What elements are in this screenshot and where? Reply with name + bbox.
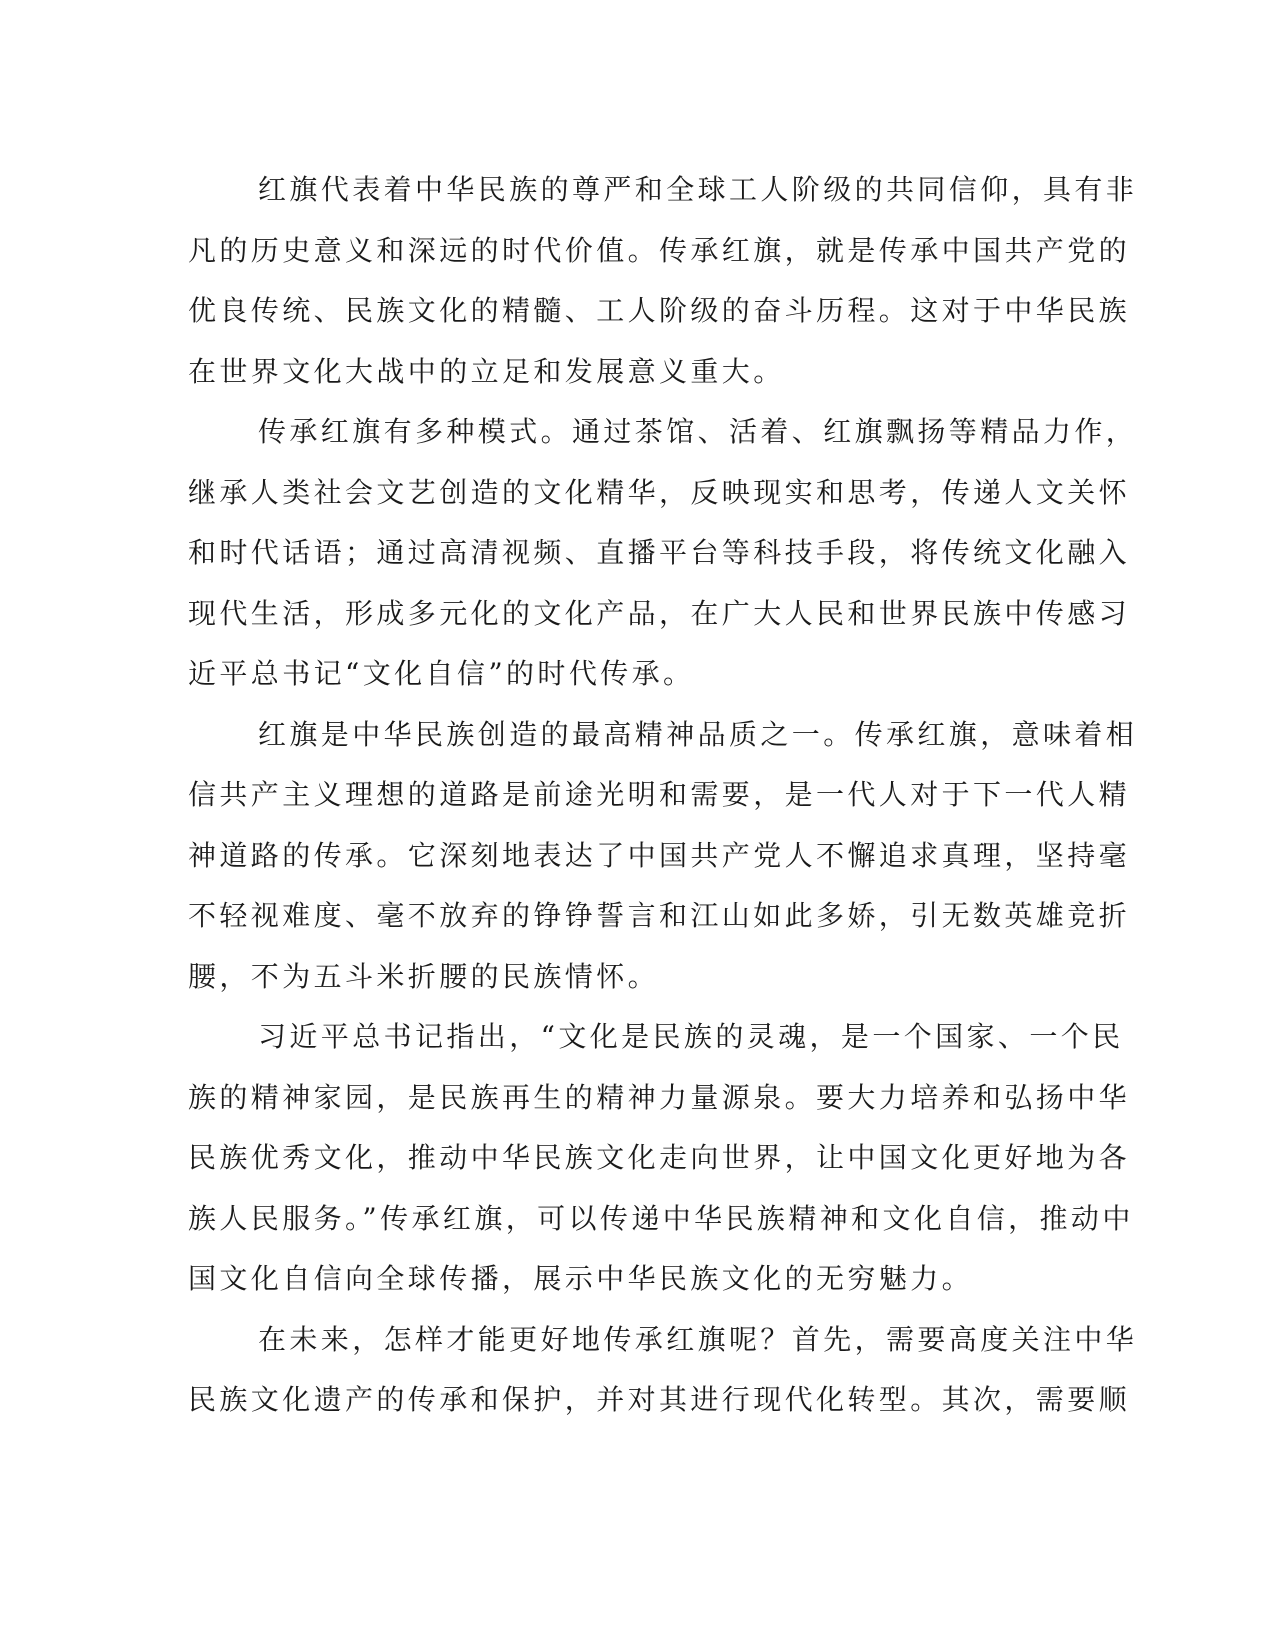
paragraph-line: 腰，不为五斗米折腰的民族情怀。 (188, 959, 660, 993)
paragraph-line: 继承人类社会文艺创造的文化精华，反映现实和思考，传递人文关怀 (188, 475, 1131, 509)
paragraph-line: 和时代话语；通过高清视频、直播平台等科技手段，将传统文化融入 (188, 536, 1131, 569)
paragraph-line: 现代生活，形成多元化的文化产品，在广大人民和世界民族中传感习 (188, 596, 1131, 630)
paragraph-line: 在未来，怎样才能更好地传承红旗呢？首先，需要高度关注中华 (258, 1322, 1138, 1356)
paragraph-line: 在世界文化大战中的立足和发展意义重大。 (188, 354, 785, 388)
paragraph-line: 族的精神家园，是民族再生的精神力量源泉。要大力培养和弘扬中华 (188, 1080, 1131, 1114)
paragraph-line: 神道路的传承。它深刻地表达了中国共产党人不懈追求真理，坚持毫 (188, 838, 1131, 872)
paragraph-line: 国文化自信向全球传播，展示中华民族文化的无穷魅力。 (188, 1262, 974, 1295)
document-body (188, 160, 1138, 1431)
paragraph-line: 红旗是中华民族创造的最高精神品质之一。传承红旗，意味着相 (258, 717, 1138, 751)
paragraph-line: 信共产主义理想的道路是前途光明和需要，是一代人对于下一代人精 (188, 778, 1131, 811)
paragraph-line: 习近平总书记指出，“文化是民族的灵魂，是一个国家、一个民 (258, 1020, 1124, 1053)
paragraph-line: 民族文化遗产的传承和保护，并对其进行现代化转型。其次，需要顺 (188, 1383, 1131, 1416)
paragraph-line: 凡的历史意义和深远的时代价值。传承红旗，就是传承中国共产党的 (188, 233, 1131, 267)
paragraph-line: 优良传统、民族文化的精髓、工人阶级的奋斗历程。这对于中华民族 (188, 294, 1131, 327)
paragraph-4 (188, 1007, 1134, 1310)
paragraph-3 (188, 705, 1138, 1008)
paragraph-line: 族人民服务。”传承红旗，可以传递中华民族精神和文化自信，推动中 (188, 1201, 1134, 1235)
paragraph-line: 近平总书记“文化自信”的时代传承。 (188, 657, 695, 690)
paragraph-1 (188, 160, 1138, 402)
paragraph-2 (188, 402, 1138, 705)
paragraph-line: 民族优秀文化，推动中华民族文化走向世界，让中国文化更好地为各 (188, 1141, 1131, 1174)
paragraph-line: 传承红旗有多种模式。通过茶馆、活着、红旗飘扬等精品力作， (258, 415, 1138, 448)
paragraph-line: 不轻视难度、毫不放弃的铮铮誓言和江山如此多娇，引无数英雄竞折 (188, 899, 1131, 932)
paragraph-line: 红旗代表着中华民族的尊严和全球工人阶级的共同信仰，具有非 (258, 173, 1138, 206)
paragraph-5 (188, 1310, 1138, 1431)
